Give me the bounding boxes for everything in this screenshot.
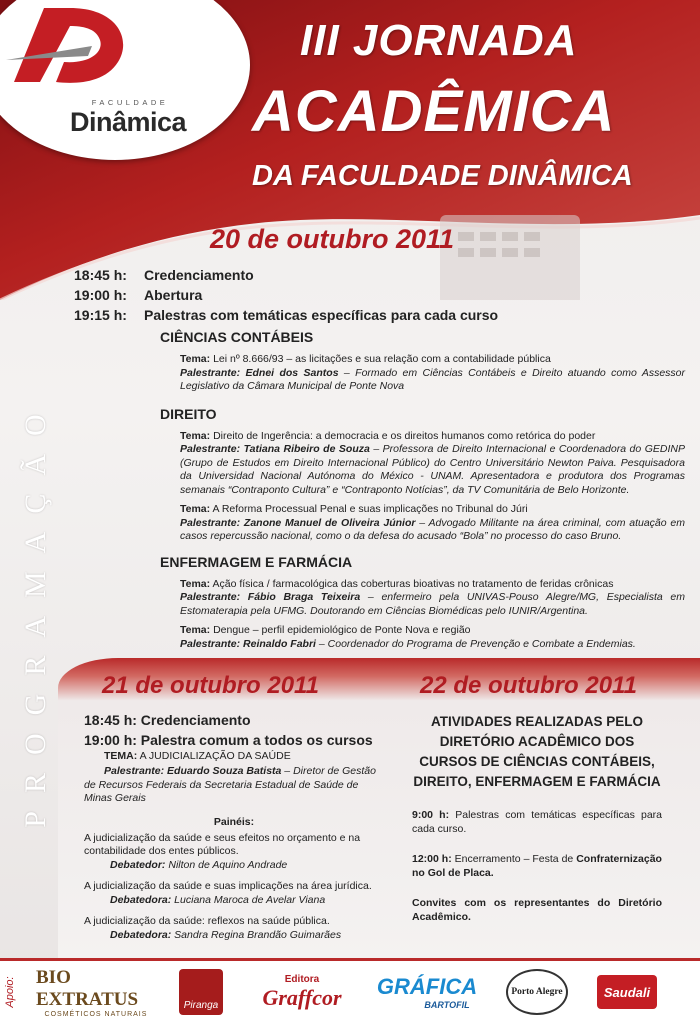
sponsor-bioextratus xyxy=(36,967,156,1017)
day3-item: Convites com os representantes do Diretório Acadêmico. xyxy=(412,897,662,923)
tema-text: A JUDICIALIZAÇÃO DA SAÚDE xyxy=(137,750,291,762)
schedule-time: 19:15 h: xyxy=(74,307,127,323)
tema-text: Direito de Ingerência: a democracia e os direitos humanos como retórica do poder xyxy=(210,429,596,442)
sponsor-bartofil-name: BARTOFIL xyxy=(424,1000,470,1010)
day1-date: 20 de outubro 2011 xyxy=(210,224,455,254)
debater-name: Nilton de Aquino Andrade xyxy=(165,858,288,871)
speaker-name: Reinaldo Fabri xyxy=(243,637,316,650)
side-label xyxy=(6,330,62,890)
logo-subtitle: FACULDADE xyxy=(91,98,169,107)
debater-name: Luciana Maroca de Avelar Viana xyxy=(171,893,326,906)
schedule-time: 19:00 h: xyxy=(74,287,127,303)
logo-name: Dinâmica xyxy=(69,107,187,137)
sponsor-piranga-badge xyxy=(179,969,223,1015)
day3-item xyxy=(412,808,662,836)
day1-schedule xyxy=(74,265,684,651)
day2-row: 18:45 h: Credenciamento xyxy=(84,712,251,728)
schedule-row xyxy=(74,305,684,325)
sponsor-porto-name: Porto Alegre xyxy=(511,987,563,997)
tema-label: Tema: xyxy=(180,429,211,442)
section-heading-enfermagem: ENFERMAGEM E FARMÁCIA xyxy=(160,553,353,570)
day2-column xyxy=(84,672,384,942)
day3-date: 22 de outubro 2011 xyxy=(420,672,637,699)
speaker-desc: – Formado em Ciências Contábeis e Direito atuando como Assessor Legislativo da Câmara Municipal de Ponte Nova xyxy=(180,366,685,392)
day3-column xyxy=(412,672,662,924)
schedule-row xyxy=(74,265,684,285)
talk-item xyxy=(180,503,685,544)
speaker-label: Palestrante: xyxy=(180,637,244,650)
talk-item xyxy=(180,624,685,651)
speaker-desc: – Professora de Direito Internacional e Coordenadora do GEDINP (Grupo de Estudos em Direito Internacional Público) do Centro Universitário Newton Paiva. Pesquisadora da Universidad Nacional Autónoma do México - UNAM. Apresentadora e produtora dos Programas semanais “Contraponto Cultura” e “Contraponto Notícias”, da TV Comunitária de Belo Horizonte. xyxy=(180,443,685,496)
speaker-name: Tatiana Ribeiro de Souza xyxy=(243,443,370,455)
item-time: 9:00 h: xyxy=(412,809,450,821)
section-heading-direito: DIREITO xyxy=(160,405,217,422)
speaker-label: Palestrante: xyxy=(180,443,244,455)
title-line-1: III JORNADA xyxy=(300,16,578,65)
panel-debater xyxy=(110,929,384,943)
speaker-name: Fábio Braga Teixeira xyxy=(247,591,361,603)
apoio-label xyxy=(4,964,16,1024)
talk-item xyxy=(180,353,685,394)
talk-item xyxy=(180,430,685,498)
speaker-desc: – enfermeiro pela UNIVAS-Pouso Alegre/MG, Especialista em Estomaterapia pela UFMG. Doutorando em Ciências Biomédicas pelo IUNIR/Argentina. xyxy=(180,591,685,617)
speaker-name: Zanone Manuel de Oliveira Júnior xyxy=(243,516,416,529)
speaker-label: Palestrante: Eduardo Souza Batista xyxy=(104,765,282,777)
sponsor-graffcor-name: Graffcor xyxy=(262,984,342,1010)
item-text: Encerramento – Festa de xyxy=(451,853,577,865)
tema-text: Ação física / farmacológica das coberturas bioativas no tratamento de feridas crônicas xyxy=(210,577,614,590)
sponsor-grafica: GRÁFICA xyxy=(376,974,478,999)
sponsor-footer xyxy=(0,958,700,1024)
sponsor-porto-alegre xyxy=(500,967,574,1017)
paineis-heading: Painéis: xyxy=(213,815,255,828)
panel-debater xyxy=(110,859,384,873)
tema-label: Tema: xyxy=(180,577,211,590)
speaker-desc: – Diretor de Gestão de Recursos Federais da Secretaria Estadual de Saúde de Minas Gerais xyxy=(84,765,376,804)
tema-label: Tema: xyxy=(180,353,211,365)
panel-debater xyxy=(110,894,384,908)
schedule-row xyxy=(74,285,684,305)
item-time: 12:00 h: xyxy=(412,853,452,865)
tema-label: Tema: xyxy=(180,624,211,636)
speaker-name: Ednei dos Santos xyxy=(245,366,339,379)
tema-text: A Reforma Processual Penal e suas implicações no Tribunal do Júri xyxy=(210,503,528,515)
side-label-text: PROGRAMAÇÃO xyxy=(19,396,52,828)
speaker-label: Palestrante: xyxy=(180,591,248,603)
speaker-label: Palestrante: xyxy=(180,366,246,379)
debater-role: Debatedora: xyxy=(110,928,172,941)
sponsor-editora: Editora xyxy=(284,973,320,985)
item-text: Palestras com temáticas específicas para cada curso. xyxy=(412,809,662,835)
day3-heading: ATIVIDADES REALIZADAS PELO DIRETÓRIO ACADÊMICO DOS CURSOS DE CIÊNCIAS CONTÁBEIS, DIREITO, ENFERMAGEM E FARMÁCIA xyxy=(413,714,661,789)
sponsor-piranga xyxy=(176,967,226,1017)
sponsor-saudali xyxy=(594,967,660,1017)
day2-row: 19:00 h: Palestra comum a todos os cursos xyxy=(84,732,373,748)
panel-topic: A judicialização da saúde e seus efeitos no orçamento e na contabilidade dos entes públicos. xyxy=(84,831,361,857)
schedule-text: Palestras com temáticas específicas para cada curso xyxy=(144,307,499,323)
sponsor-bio-name: BIO EXTRATUS xyxy=(36,966,139,1010)
schedule-text: Abertura xyxy=(144,287,203,303)
debater-name: Sandra Regina Brandão Guimarães xyxy=(171,928,342,941)
day2-tema xyxy=(104,750,384,763)
sponsor-saudali-name: Saudali xyxy=(603,984,651,1000)
panel-topic: A judicialização da saúde: reflexos na saúde pública. xyxy=(84,915,330,927)
talk-item xyxy=(180,578,685,619)
logo-mark-icon xyxy=(0,0,140,90)
sponsor-graffcor xyxy=(252,967,352,1017)
title-line-3: DA FACULDADE DINÂMICA xyxy=(252,160,633,192)
section-heading-contabeis: CIÊNCIAS CONTÁBEIS xyxy=(160,329,314,345)
tema-label: Tema: xyxy=(180,503,211,515)
tema-text: Dengue – perfil epidemiológico de Ponte Nova e região xyxy=(210,624,471,636)
header-banner xyxy=(0,0,700,300)
sponsor-piranga-name: Piranga xyxy=(183,1000,219,1011)
sponsor-bartofil xyxy=(372,967,482,1017)
tema-text: Lei nº 8.666/93 – as licitações e sua relação com a contabilidade pública xyxy=(210,353,551,365)
sponsor-bio-sub: COSMÉTICOS NATURAIS xyxy=(44,1010,148,1018)
speaker-desc: – Coordenador do Programa de Prevenção e Combate a Endemias. xyxy=(315,637,636,650)
panel-topic: A judicialização da saúde e suas implicações na área jurídica. xyxy=(84,880,372,892)
schedule-text: Credenciamento xyxy=(144,267,254,283)
speaker-label: Palestrante: xyxy=(180,516,244,529)
day2-speaker xyxy=(84,765,384,806)
sponsor-saudali-badge xyxy=(597,975,657,1009)
day3-item xyxy=(412,852,662,880)
debater-role: Debatedora: xyxy=(110,893,172,906)
item-text-bold: Confraternização no Gol de Placa. xyxy=(412,853,662,879)
debater-role: Debatedor: xyxy=(110,858,166,871)
day2-date: 21 de outubro 2011 xyxy=(102,672,319,699)
title-line-2: ACADÊMICA xyxy=(252,79,616,144)
apoio-text: Apoio: xyxy=(4,976,16,1008)
sponsor-porto-badge xyxy=(506,969,568,1015)
schedule-time: 18:45 h: xyxy=(74,267,127,283)
tema-label: TEMA: xyxy=(104,750,138,762)
speaker-desc: – Advogado Militante na área criminal, com atuação em casos repercussão nacional, como o da defesa do acusado “Bola” no processo do caso Bruno. xyxy=(180,516,685,542)
